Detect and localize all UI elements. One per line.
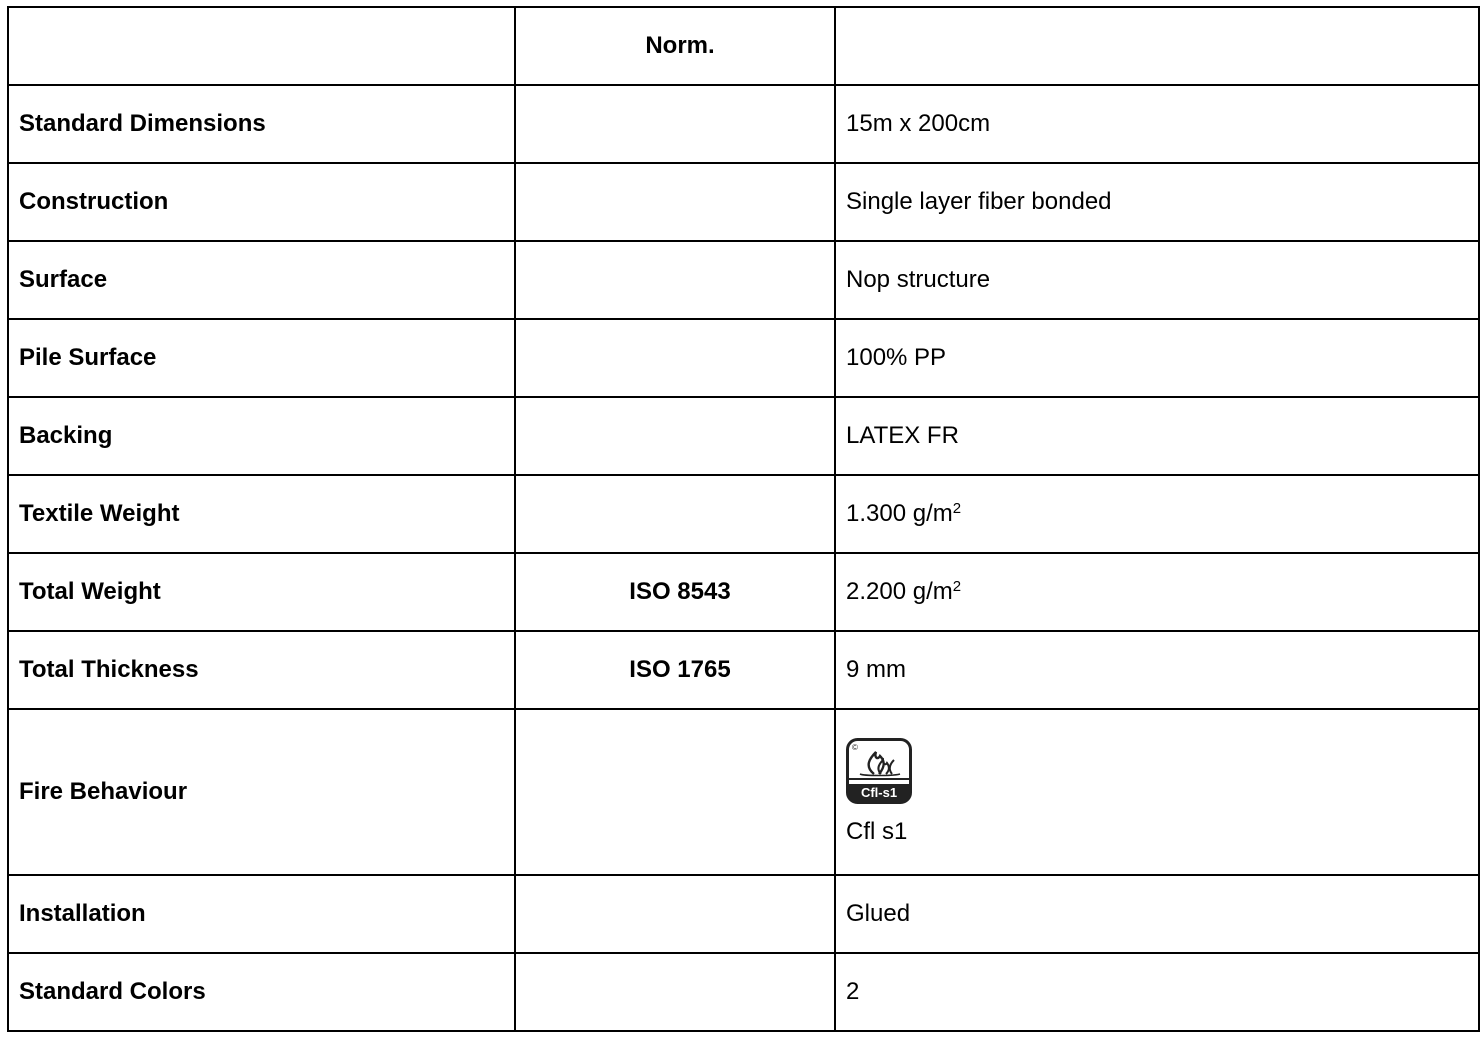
row-norm <box>515 397 835 475</box>
row-norm: ISO 8543 <box>515 553 835 631</box>
row-value: 100% PP <box>835 319 1479 397</box>
table-row <box>8 241 1479 319</box>
row-norm <box>515 875 835 953</box>
table-row <box>8 475 1479 553</box>
row-value: Glued <box>835 875 1479 953</box>
table-row <box>8 631 1479 709</box>
row-value <box>835 475 1479 553</box>
fire-class-badge-icon <box>846 738 912 804</box>
row-norm <box>515 163 835 241</box>
row-norm <box>515 475 835 553</box>
table-row <box>8 163 1479 241</box>
row-label: Standard Dimensions <box>8 85 515 163</box>
row-norm: ISO 1765 <box>515 631 835 709</box>
unit-superscript: 2 <box>952 500 962 517</box>
row-label: Backing <box>8 397 515 475</box>
table-header-row <box>8 7 1479 85</box>
row-value: Single layer fiber bonded <box>835 163 1479 241</box>
table-row <box>8 85 1479 163</box>
row-value: Nop structure <box>835 241 1479 319</box>
row-label: Pile Surface <box>8 319 515 397</box>
row-value: 2 <box>835 953 1479 1031</box>
row-value: 9 mm <box>835 631 1479 709</box>
row-norm <box>515 241 835 319</box>
header-cell-property <box>8 7 515 85</box>
header-cell-value <box>835 7 1479 85</box>
row-label: Fire Behaviour <box>8 709 515 875</box>
table-row <box>8 953 1479 1031</box>
row-norm <box>515 319 835 397</box>
table-row <box>8 709 1479 875</box>
badge-label: Cfl-s1 <box>860 785 898 800</box>
table-row <box>8 553 1479 631</box>
table-row <box>8 875 1479 953</box>
value-text: 1.300 g/m <box>846 500 953 527</box>
badge-mark: © <box>852 743 858 752</box>
header-cell-norm: Norm. <box>515 7 835 85</box>
row-label: Total Thickness <box>8 631 515 709</box>
row-label: Total Weight <box>8 553 515 631</box>
row-label: Surface <box>8 241 515 319</box>
spec-table <box>7 6 1480 1032</box>
unit-superscript: 2 <box>952 578 962 595</box>
fire-class-text: Cfl s1 <box>846 818 908 845</box>
table-row <box>8 319 1479 397</box>
table-row <box>8 397 1479 475</box>
row-value: LATEX FR <box>835 397 1479 475</box>
row-value <box>835 553 1479 631</box>
row-norm <box>515 953 835 1031</box>
value-text: 2.200 g/m <box>846 578 953 605</box>
row-value <box>835 709 1479 875</box>
row-label: Installation <box>8 875 515 953</box>
row-norm <box>515 85 835 163</box>
row-value: 15m x 200cm <box>835 85 1479 163</box>
row-norm <box>515 709 835 875</box>
row-label: Construction <box>8 163 515 241</box>
row-label: Standard Colors <box>8 953 515 1031</box>
row-label: Textile Weight <box>8 475 515 553</box>
